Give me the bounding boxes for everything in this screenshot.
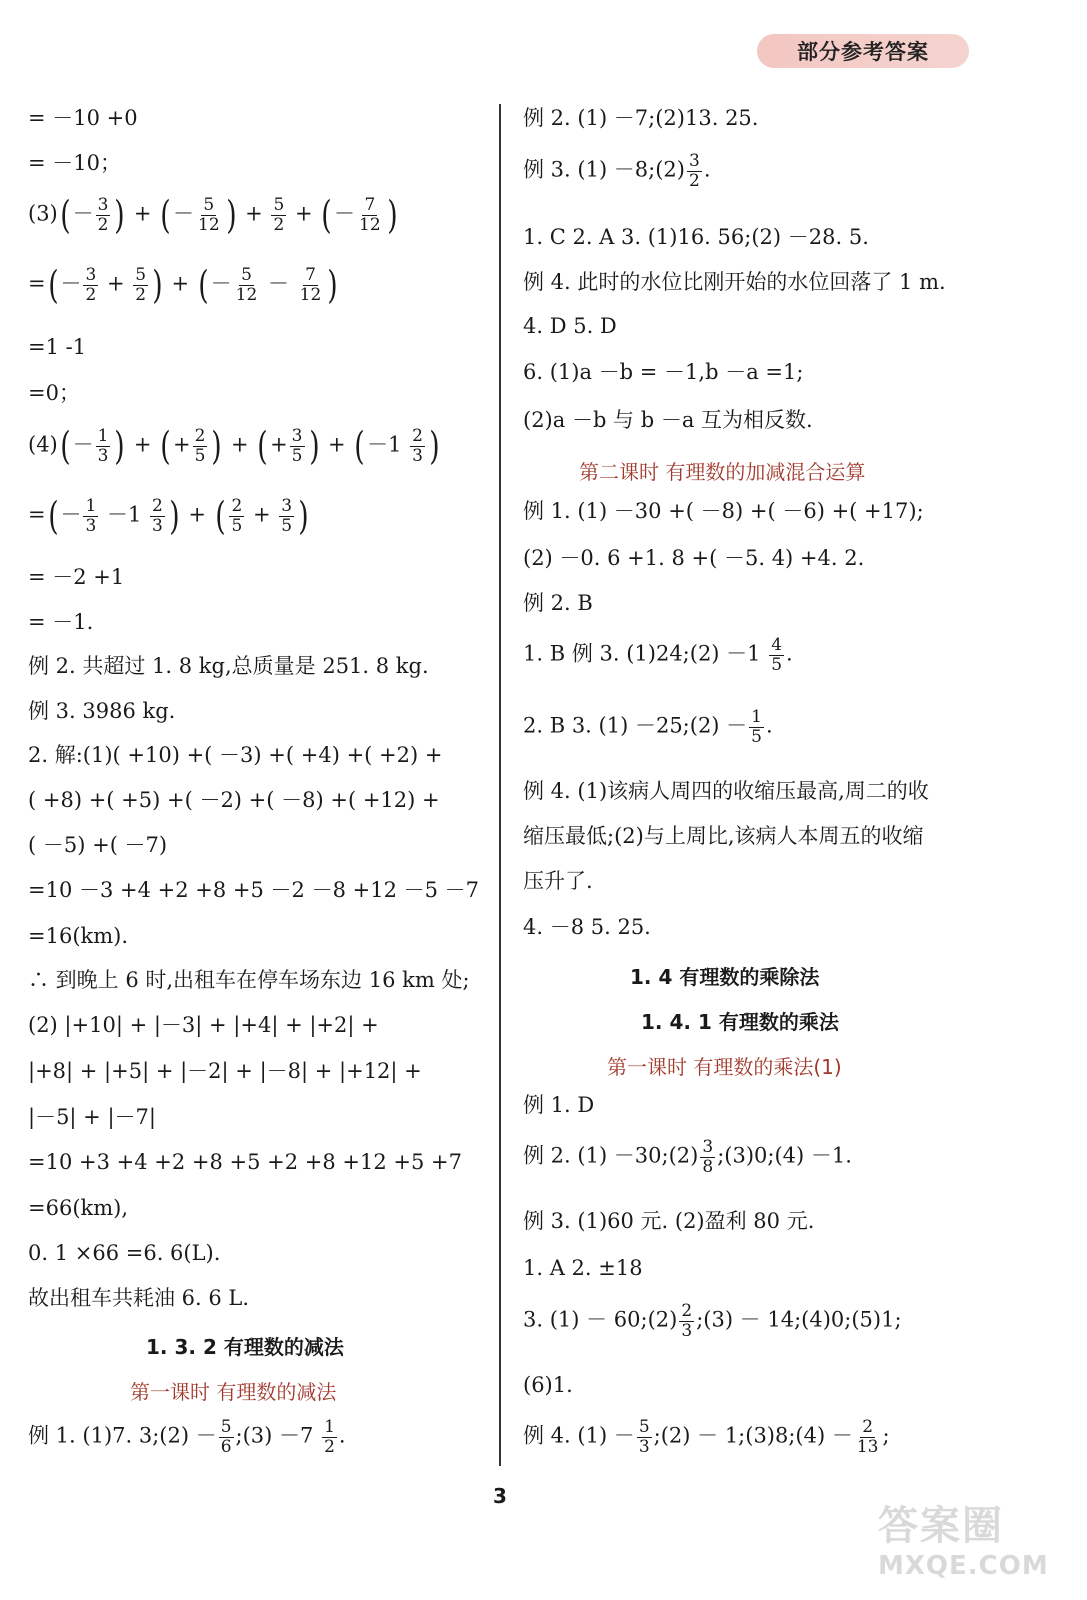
- answer-line: (2)a －b 与 b －a 互为相反数.: [523, 408, 813, 432]
- fraction: $\frac{3}{2}$: [97, 195, 109, 235]
- answer-line: =1 -1: [28, 335, 87, 359]
- answer-line: =66(km),: [28, 1196, 129, 1220]
- lesson-heading: 第二课时 有理数的加减混合运算: [579, 460, 866, 484]
- answer-line: 例 3. (1) －8;(2) $\frac{3}{2}$ .: [523, 151, 711, 191]
- watermark-mark: 答案圈: [878, 1503, 1004, 1549]
- answer-line: =( － $\frac{3}{2}$ + $\frac{5}{2}$ ) + ( － $\frac{5}{12}$ － $\frac{7}{12}$ ): [28, 263, 338, 308]
- answer-line: 例 2. (1) －7;(2)13. 25.: [523, 106, 759, 130]
- fraction: $\frac{2}{5}$: [194, 426, 206, 466]
- fraction: $\frac{2}{3}$: [152, 496, 163, 536]
- answer-line: 1. A 2. ±18: [523, 1256, 643, 1280]
- answer-line: ( －5) +( －7): [28, 833, 168, 857]
- answer-line: 例 4. (1) － $\frac{5}{3}$ ;(2) － 1;(3)8;(4) － $\frac{2}{13}$ ;: [523, 1417, 890, 1457]
- answer-line: ( +8) +( +5) +( －2) +( －8) +( +12) +: [28, 788, 440, 812]
- answer-line: 0. 1 ×66 =6. 6(L).: [28, 1241, 221, 1265]
- answer-line: 4. D 5. D: [523, 314, 617, 338]
- fraction: $\frac{5}{2}$: [135, 265, 147, 305]
- answer-line: (6)1.: [523, 1373, 573, 1397]
- fraction: $\frac{1}{2}$: [324, 1417, 335, 1457]
- section-heading: 1. 3. 2 有理数的减法: [146, 1335, 344, 1359]
- answer-line: 2. B 3. (1) －25;(2) － $\frac{1}{5}$ .: [523, 707, 773, 747]
- section-heading: 1. 4 有理数的乘除法: [630, 965, 820, 989]
- answer-line: = －10 +0: [28, 106, 138, 130]
- fraction: $\frac{1}{5}$: [751, 707, 762, 747]
- answer-line: 3. (1) － 60;(2) $\frac{2}{3}$ ;(3) － 14;(4)0;(5)1;: [523, 1301, 902, 1341]
- answer-line: =0；: [28, 381, 80, 405]
- answer-line: 故出租车共耗油 6. 6 L.: [28, 1286, 250, 1310]
- fraction: $\frac{7}{12}$: [359, 195, 381, 235]
- fraction: $\frac{3}{2}$: [85, 265, 97, 305]
- fraction: $\frac{5}{6}$: [220, 1417, 232, 1457]
- answer-line: (2) －0. 6 +1. 8 +( －5. 4) +4. 2.: [523, 546, 865, 570]
- answer-line: = －2 +1: [28, 565, 125, 589]
- answer-line: |－5| + |－7|: [28, 1105, 156, 1129]
- lesson-heading: 第一课时 有理数的乘法(1): [607, 1055, 842, 1079]
- fraction: $\frac{7}{12}$: [299, 265, 322, 305]
- answer-line: 压升了.: [523, 869, 593, 893]
- answer-line: = －1.: [28, 610, 94, 634]
- answer-line: 6. (1)a －b = －1,b －a =1;: [523, 360, 804, 384]
- fraction: $\frac{2}{13}$: [856, 1417, 879, 1457]
- fraction: $\frac{2}{5}$: [231, 496, 243, 536]
- answer-line: 例 2. B: [523, 591, 593, 615]
- answer-line: ∴ 到晚上 6 时,出租车在停车场东边 16 km 处;: [28, 968, 470, 992]
- answer-line: 例 3. 3986 kg.: [28, 699, 176, 723]
- answer-line: 1. B 例 3. (1)24;(2) －1 $\frac{4}{5}$ .: [523, 635, 793, 675]
- answer-line: 例 4. 此时的水位比刚开始的水位回落了 1 m.: [523, 270, 946, 294]
- fraction: $\frac{5}{12}$: [198, 195, 220, 235]
- watermark-url: MXQE.COM: [878, 1551, 1049, 1581]
- answer-line: (2) |+10| + |－3| + |+4| + |+2| +: [28, 1013, 379, 1037]
- fraction: $\frac{2}{3}$: [412, 426, 423, 466]
- fraction: $\frac{3}{8}$: [702, 1137, 714, 1177]
- fraction: $\frac{4}{5}$: [771, 635, 783, 675]
- answer-line: =10 －3 +4 +2 +8 +5 －2 －8 +12 －5 －7: [28, 878, 480, 902]
- watermark-logo: [878, 1494, 1058, 1594]
- answer-line: 例 2. (1) －30;(2) $\frac{3}{8}$ ;(3)0;(4) －1.: [523, 1137, 852, 1177]
- answer-line: (4)( － $\frac{1}{3}$ ) + ( + $\frac{2}{5}$ ) + ( + $\frac{3}{5}$ ) + ( －1 $\frac{2}{3}$ ): [28, 424, 440, 469]
- fraction: $\frac{5}{2}$: [273, 195, 285, 235]
- answer-line: 2. 解:(1)( +10) +( －3) +( +4) +( +2) +: [28, 743, 443, 767]
- fraction: $\frac{1}{3}$: [85, 496, 97, 536]
- answer-line: 例 1. (1) －30 +( －8) +( －6) +( +17);: [523, 499, 924, 523]
- answer-line: =10 +3 +4 +2 +8 +5 +2 +8 +12 +5 +7: [28, 1150, 462, 1174]
- column-divider: [499, 104, 501, 1466]
- header-section-tab: 部分参考答案: [757, 34, 969, 68]
- section-heading: 1. 4. 1 有理数的乘法: [641, 1010, 839, 1034]
- lesson-heading: 第一课时 有理数的减法: [130, 1380, 337, 1404]
- answer-line: 例 2. 共超过 1. 8 kg,总质量是 251. 8 kg.: [28, 654, 429, 678]
- fraction: $\frac{3}{2}$: [689, 151, 700, 191]
- answer-line: =( － $\frac{1}{3}$ －1 $\frac{2}{3}$ ) + ( $\frac{2}{5}$ + $\frac{3}{5}$ ): [28, 494, 309, 539]
- answer-line: 例 1. D: [523, 1093, 595, 1117]
- answer-line: 例 4. (1)该病人周四的收缩压最高,周二的收: [523, 779, 929, 803]
- answer-line: =16(km).: [28, 924, 129, 948]
- answer-line: 例 1. (1)7. 3;(2) － $\frac{5}{6}$ ;(3) －7 $\frac{1}{2}$ .: [28, 1417, 346, 1457]
- answer-line: 例 3. (1)60 元. (2)盈利 80 元.: [523, 1209, 815, 1233]
- fraction: $\frac{1}{3}$: [97, 426, 109, 466]
- answer-line: (3)( － $\frac{3}{2}$ ) + ( － $\frac{5}{12}$ ) + $\frac{5}{2}$ + ( － $\frac{7}{12}$ ): [28, 193, 398, 238]
- fraction: $\frac{5}{12}$: [235, 265, 258, 305]
- page-number: 3: [493, 1484, 507, 1508]
- fraction: $\frac{3}{5}$: [281, 496, 293, 536]
- fraction: $\frac{2}{3}$: [681, 1301, 693, 1341]
- answer-line: 1. C 2. A 3. (1)16. 56;(2) －28. 5.: [523, 225, 869, 249]
- answer-line: 缩压最低;(2)与上周比,该病人本周五的收缩: [523, 824, 924, 848]
- answer-line: 4. －8 5. 25.: [523, 915, 651, 939]
- fraction: $\frac{5}{3}$: [638, 1417, 650, 1457]
- fraction: $\frac{3}{5}$: [291, 426, 303, 466]
- answer-line: |+8| + |+5| + |－2| + |－8| + |+12| +: [28, 1059, 422, 1083]
- answer-line: = －10；: [28, 151, 121, 175]
